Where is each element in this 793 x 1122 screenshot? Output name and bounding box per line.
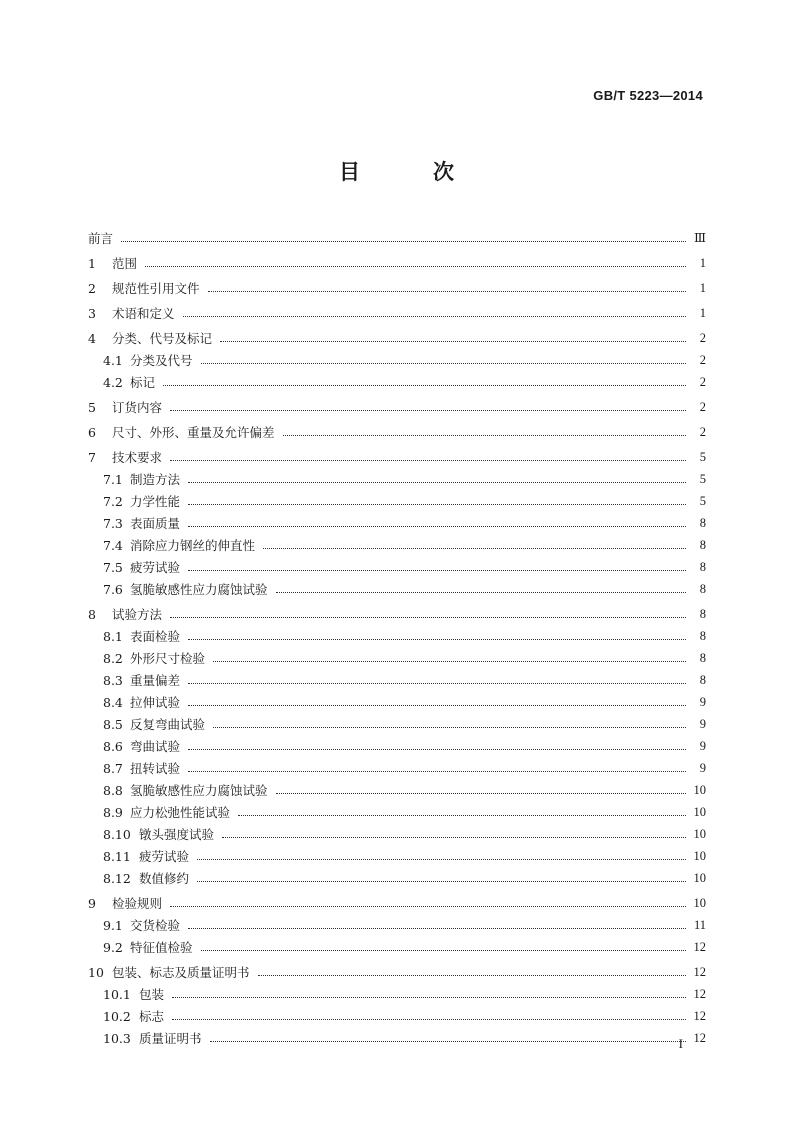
toc-entry-title: 交货检验 [130, 918, 181, 933]
toc-entry-page: 10 [693, 782, 706, 797]
dot-leader [170, 409, 686, 411]
toc-entry-page: 1 [699, 255, 706, 270]
toc-entry-number: 9.2 [103, 939, 123, 955]
toc-entry-title: 扭转试验 [130, 761, 181, 776]
dot-leader [220, 340, 686, 342]
toc-entry-title: 反复弯曲试验 [130, 717, 206, 732]
toc-entry[interactable] [88, 327, 706, 349]
toc-entry-title: 检验规则 [112, 896, 163, 911]
toc-entry[interactable] [88, 277, 706, 299]
page-folio: I [678, 1036, 683, 1051]
toc-entry[interactable] [88, 227, 706, 249]
toc-entry-page: 12 [693, 1008, 706, 1023]
toc-entry-page: 9 [699, 738, 706, 753]
toc-entry-title: 镦头强度试验 [139, 827, 215, 842]
toc-entry-number: 7.3 [103, 515, 123, 531]
dot-leader [213, 726, 686, 728]
toc-entry-page: 8 [699, 650, 706, 665]
toc-entry-page: 11 [693, 917, 706, 932]
toc-entry-number: 7.2 [103, 493, 123, 509]
toc-entry-page: 10 [693, 870, 706, 885]
toc-entry-page: 12 [693, 939, 706, 954]
toc-entry-number: 8.10 [103, 826, 131, 842]
toc-entry[interactable] [88, 892, 706, 914]
toc-entry-page: 1 [699, 305, 706, 320]
toc-entry-page: 1 [699, 280, 706, 295]
toc-entry-title: 术语和定义 [112, 306, 175, 321]
dot-leader [170, 616, 686, 618]
toc-entry-number: 8.2 [103, 650, 123, 666]
dot-leader [188, 704, 686, 706]
toc-entry-number: 10.3 [103, 1030, 131, 1046]
toc-entry-page: 10 [693, 848, 706, 863]
toc-entry-number: 4 [88, 330, 96, 346]
toc-entry[interactable] [88, 578, 706, 600]
toc-entry[interactable] [88, 603, 706, 625]
dot-leader [145, 265, 686, 267]
toc-entry-title: 表面质量 [130, 516, 181, 531]
toc-entry-number: 8.6 [103, 738, 123, 754]
dot-leader [201, 949, 686, 951]
dot-leader [188, 748, 686, 750]
toc-entry-page: 9 [699, 716, 706, 731]
standard-code: GB/T 5223—2014 [593, 88, 703, 103]
dot-leader [201, 362, 686, 364]
toc-entry-page: 12 [693, 964, 706, 979]
toc-entry[interactable] [88, 556, 706, 578]
dot-leader [188, 525, 686, 527]
dot-leader [283, 434, 686, 436]
toc-entry-title: 包装、标志及质量证明书 [112, 965, 250, 980]
page-title: 目 次 [339, 159, 480, 184]
dot-leader [213, 660, 686, 662]
toc-entry-title: 消除应力钢丝的伸直性 [130, 538, 256, 553]
toc-entry-title: 拉伸试验 [130, 695, 181, 710]
toc-entry[interactable] [88, 512, 706, 534]
toc-entry[interactable] [88, 421, 706, 443]
toc-entry[interactable] [88, 845, 706, 867]
toc-entry-title: 分类、代号及标记 [112, 331, 213, 346]
toc-entry-page: 2 [699, 352, 706, 367]
toc-entry-page: 10 [693, 826, 706, 841]
dot-leader [188, 481, 686, 483]
toc-entry-title: 标记 [130, 375, 156, 390]
toc-entry-page: Ⅲ [693, 231, 706, 245]
toc-entry-title: 质量证明书 [139, 1031, 202, 1046]
dot-leader [258, 974, 686, 976]
toc-entry-number: 6 [88, 424, 96, 440]
toc-entry-title: 特征值检验 [130, 940, 193, 955]
toc-entry-page: 2 [699, 424, 706, 439]
dot-leader [188, 503, 686, 505]
toc-entry[interactable] [88, 468, 706, 490]
toc-entry-number: 8.1 [103, 628, 123, 644]
dot-leader [238, 814, 686, 816]
toc-entry-page: 12 [693, 986, 706, 1001]
toc-entry[interactable] [88, 914, 706, 936]
toc-entry-title: 力学性能 [130, 494, 181, 509]
toc-entry[interactable] [88, 867, 706, 889]
toc-entry-title: 弯曲试验 [130, 739, 181, 754]
toc-entry-number: 7.6 [103, 581, 123, 597]
toc-entry-title: 尺寸、外形、重量及允许偏差 [112, 425, 275, 440]
toc-entry-title: 疲劳试验 [139, 849, 190, 864]
toc-entry-number: 9.1 [103, 917, 123, 933]
toc-entry[interactable] [88, 302, 706, 324]
table-of-contents [88, 227, 706, 1049]
dot-leader [170, 905, 686, 907]
toc-entry-number: 8.7 [103, 760, 123, 776]
toc-entry[interactable] [88, 823, 706, 845]
dot-leader [188, 770, 686, 772]
toc-entry[interactable] [88, 490, 706, 512]
dot-leader [208, 290, 686, 292]
toc-entry-page: 8 [699, 581, 706, 596]
toc-entry-page: 5 [699, 471, 706, 486]
toc-entry[interactable] [88, 961, 706, 983]
dot-leader [188, 569, 686, 571]
toc-entry[interactable] [88, 691, 706, 713]
toc-entry-title: 订货内容 [112, 400, 163, 415]
dot-leader [121, 240, 686, 242]
toc-entry-page: 12 [693, 1030, 706, 1045]
toc-entry[interactable] [88, 801, 706, 823]
toc-entry-number: 10.2 [103, 1008, 131, 1024]
dot-leader [188, 682, 686, 684]
toc-entry-title: 包装 [139, 987, 165, 1002]
toc-entry-title: 分类及代号 [130, 353, 193, 368]
toc-entry-page: 2 [699, 399, 706, 414]
toc-entry[interactable] [88, 735, 706, 757]
toc-entry-number: 8.8 [103, 782, 123, 798]
toc-entry[interactable] [88, 371, 706, 393]
toc-entry-number: 8.5 [103, 716, 123, 732]
toc-entry-page: 10 [693, 804, 706, 819]
toc-entry-number: 8.9 [103, 804, 123, 820]
toc-entry-number: 8.3 [103, 672, 123, 688]
dot-leader [183, 315, 686, 317]
dot-leader [172, 996, 686, 998]
toc-entry-number: 4.1 [103, 352, 123, 368]
toc-entry[interactable] [88, 647, 706, 669]
toc-entry-number: 4.2 [103, 374, 123, 390]
toc-entry-number: 1 [88, 255, 96, 271]
toc-entry-number: 9 [88, 895, 96, 911]
toc-entry[interactable] [88, 713, 706, 735]
toc-entry-page: 8 [699, 559, 706, 574]
toc-entry[interactable] [88, 446, 706, 468]
dot-leader [188, 927, 686, 929]
toc-entry[interactable] [88, 625, 706, 647]
toc-entry-number: 8.11 [103, 848, 131, 864]
toc-entry-page: 8 [699, 672, 706, 687]
dot-leader [170, 459, 686, 461]
toc-entry-number: 8 [88, 606, 96, 622]
toc-entry-page: 2 [699, 374, 706, 389]
dot-leader [197, 858, 686, 860]
dot-leader [188, 638, 686, 640]
toc-entry-page: 2 [699, 330, 706, 345]
toc-entry[interactable] [88, 1005, 706, 1027]
toc-entry-title: 氢脆敏感性应力腐蚀试验 [130, 582, 268, 597]
toc-entry[interactable] [88, 779, 706, 801]
toc-entry-title: 数值修约 [139, 871, 190, 886]
toc-entry-page: 8 [699, 537, 706, 552]
toc-entry-page: 9 [699, 760, 706, 775]
toc-entry[interactable] [88, 936, 706, 958]
toc-entry-title: 重量偏差 [130, 673, 181, 688]
toc-entry-page: 8 [699, 606, 706, 621]
toc-entry-number: 7.1 [103, 471, 123, 487]
toc-entry[interactable] [88, 757, 706, 779]
toc-entry[interactable] [88, 396, 706, 418]
toc-entry-page: 8 [699, 515, 706, 530]
toc-entry-title: 试验方法 [112, 607, 163, 622]
toc-entry-page: 10 [693, 895, 706, 910]
dot-leader [210, 1040, 686, 1042]
dot-leader [163, 384, 686, 386]
dot-leader [276, 591, 686, 593]
toc-entry-number: 2 [88, 280, 96, 296]
toc-entry-title: 疲劳试验 [130, 560, 181, 575]
toc-entry[interactable] [88, 534, 706, 556]
toc-entry-title: 氢脆敏感性应力腐蚀试验 [130, 783, 268, 798]
toc-entry-number: 7.5 [103, 559, 123, 575]
toc-entry-title: 应力松弛性能试验 [130, 805, 231, 820]
toc-entry[interactable] [88, 349, 706, 371]
dot-leader [197, 880, 686, 882]
toc-entry[interactable] [88, 252, 706, 274]
toc-entry-number: 10.1 [103, 986, 131, 1002]
dot-leader [172, 1018, 686, 1020]
toc-entry-page: 9 [699, 694, 706, 709]
toc-entry-page: 8 [699, 628, 706, 643]
toc-entry[interactable] [88, 983, 706, 1005]
toc-entry-number: 8.4 [103, 694, 123, 710]
dot-leader [263, 547, 686, 549]
dot-leader [222, 836, 686, 838]
toc-entry-number: 8.12 [103, 870, 131, 886]
toc-entry-title: 表面检验 [130, 629, 181, 644]
toc-entry-title: 范围 [112, 256, 138, 271]
toc-entry-number: 5 [88, 399, 96, 415]
toc-entry-page: 5 [699, 449, 706, 464]
toc-entry-title: 技术要求 [112, 450, 163, 465]
toc-entry-title: 外形尺寸检验 [130, 651, 206, 666]
toc-entry-page: 5 [699, 493, 706, 508]
toc-entry-title: 规范性引用文件 [112, 281, 200, 296]
toc-entry-title: 前言 [88, 231, 114, 246]
toc-entry[interactable] [88, 669, 706, 691]
toc-entry-title: 标志 [139, 1009, 165, 1024]
toc-entry-number: 10 [88, 964, 104, 980]
toc-entry-title: 制造方法 [130, 472, 181, 487]
toc-entry[interactable] [88, 1027, 706, 1049]
dot-leader [276, 792, 686, 794]
toc-entry-number: 7 [88, 449, 96, 465]
toc-entry-number: 3 [88, 305, 96, 321]
toc-entry-number: 7.4 [103, 537, 123, 553]
